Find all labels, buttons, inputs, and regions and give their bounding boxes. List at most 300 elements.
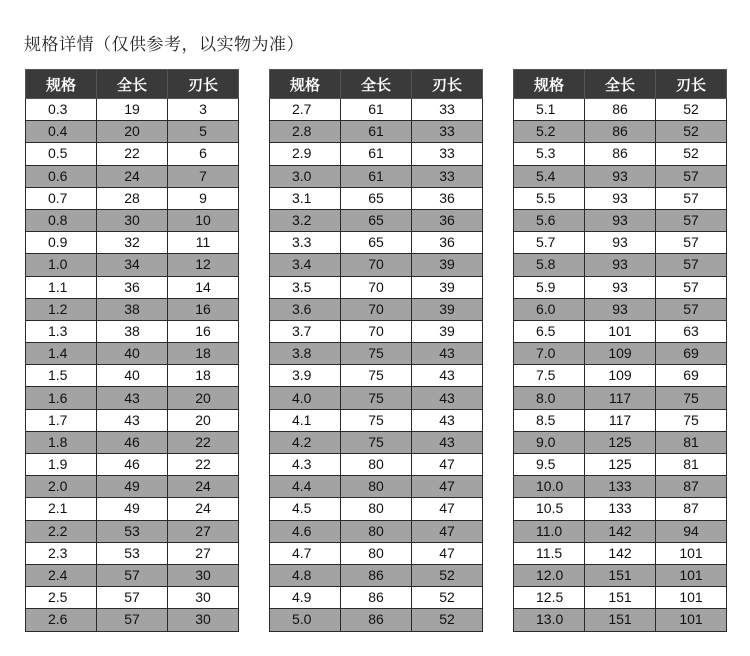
cell-total-length: 117 xyxy=(585,409,656,431)
cell-total-length: 61 xyxy=(341,121,412,143)
cell-spec: 3.0 xyxy=(270,165,341,187)
cell-blade-length: 57 xyxy=(656,187,727,209)
cell-total-length: 32 xyxy=(97,232,168,254)
cell-spec: 2.3 xyxy=(26,542,97,564)
cell-total-length: 28 xyxy=(97,187,168,209)
cell-spec: 5.1 xyxy=(514,99,585,121)
cell-blade-length: 33 xyxy=(412,121,483,143)
cell-spec: 8.0 xyxy=(514,387,585,409)
table-row xyxy=(26,209,239,231)
table-row xyxy=(514,520,727,542)
cell-blade-length: 47 xyxy=(412,498,483,520)
cell-blade-length: 43 xyxy=(412,409,483,431)
table-row xyxy=(26,254,239,276)
cell-total-length: 19 xyxy=(97,99,168,121)
cell-spec: 4.8 xyxy=(270,564,341,586)
cell-spec: 3.3 xyxy=(270,232,341,254)
cell-blade-length: 57 xyxy=(656,165,727,187)
table-row xyxy=(514,320,727,342)
cell-blade-length: 43 xyxy=(412,387,483,409)
cell-spec: 0.4 xyxy=(26,121,97,143)
cell-spec: 5.2 xyxy=(514,121,585,143)
table-row xyxy=(270,542,483,564)
cell-total-length: 93 xyxy=(585,254,656,276)
cell-total-length: 80 xyxy=(341,498,412,520)
cell-blade-length: 33 xyxy=(412,165,483,187)
table-row xyxy=(514,365,727,387)
cell-blade-length: 33 xyxy=(412,99,483,121)
cell-blade-length: 101 xyxy=(656,564,727,586)
cell-blade-length: 18 xyxy=(168,343,239,365)
cell-total-length: 93 xyxy=(585,187,656,209)
table-row xyxy=(26,99,239,121)
table-row xyxy=(26,187,239,209)
cell-blade-length: 52 xyxy=(656,143,727,165)
cell-spec: 4.6 xyxy=(270,520,341,542)
cell-total-length: 133 xyxy=(585,498,656,520)
cell-spec: 10.0 xyxy=(514,476,585,498)
cell-blade-length: 9 xyxy=(168,187,239,209)
table-row xyxy=(26,476,239,498)
table-row xyxy=(514,254,727,276)
cell-spec: 0.9 xyxy=(26,232,97,254)
table-row xyxy=(26,564,239,586)
table-row xyxy=(26,298,239,320)
cell-total-length: 65 xyxy=(341,209,412,231)
table-row xyxy=(270,343,483,365)
cell-blade-length: 57 xyxy=(656,232,727,254)
cell-total-length: 38 xyxy=(97,298,168,320)
cell-spec: 11.0 xyxy=(514,520,585,542)
cell-spec: 3.1 xyxy=(270,187,341,209)
table-row xyxy=(514,454,727,476)
cell-spec: 0.5 xyxy=(26,143,97,165)
table-row xyxy=(270,276,483,298)
cell-spec: 5.8 xyxy=(514,254,585,276)
table-row xyxy=(270,498,483,520)
cell-spec: 1.1 xyxy=(26,276,97,298)
cell-spec: 12.5 xyxy=(514,587,585,609)
cell-total-length: 36 xyxy=(97,276,168,298)
table-row xyxy=(26,276,239,298)
cell-spec: 4.7 xyxy=(270,542,341,564)
table-row xyxy=(270,387,483,409)
table-row xyxy=(514,476,727,498)
cell-total-length: 70 xyxy=(341,298,412,320)
cell-total-length: 86 xyxy=(341,587,412,609)
cell-blade-length: 47 xyxy=(412,520,483,542)
cell-blade-length: 24 xyxy=(168,498,239,520)
cell-spec: 1.2 xyxy=(26,298,97,320)
table-row xyxy=(270,254,483,276)
cell-spec: 5.9 xyxy=(514,276,585,298)
cell-blade-length: 14 xyxy=(168,276,239,298)
table-row xyxy=(26,454,239,476)
cell-spec: 3.7 xyxy=(270,320,341,342)
table-header-row xyxy=(26,70,239,99)
cell-spec: 6.5 xyxy=(514,320,585,342)
cell-total-length: 125 xyxy=(585,454,656,476)
cell-spec: 1.6 xyxy=(26,387,97,409)
table-row xyxy=(514,232,727,254)
table-row xyxy=(514,121,727,143)
cell-blade-length: 52 xyxy=(656,121,727,143)
cell-total-length: 57 xyxy=(97,587,168,609)
cell-total-length: 86 xyxy=(585,143,656,165)
cell-blade-length: 36 xyxy=(412,187,483,209)
table-row xyxy=(514,143,727,165)
header-total-length: 全长 xyxy=(341,70,412,99)
cell-spec: 3.4 xyxy=(270,254,341,276)
table-row xyxy=(26,609,239,631)
header-spec: 规格 xyxy=(26,70,97,99)
table-row xyxy=(270,209,483,231)
header-total-length: 全长 xyxy=(97,70,168,99)
table-row xyxy=(270,187,483,209)
cell-spec: 1.3 xyxy=(26,320,97,342)
cell-total-length: 49 xyxy=(97,498,168,520)
cell-blade-length: 69 xyxy=(656,365,727,387)
table-row xyxy=(270,431,483,453)
cell-blade-length: 43 xyxy=(412,343,483,365)
cell-spec: 5.5 xyxy=(514,187,585,209)
table-row xyxy=(270,298,483,320)
cell-spec: 5.7 xyxy=(514,232,585,254)
table-row xyxy=(26,365,239,387)
cell-total-length: 133 xyxy=(585,476,656,498)
table-row xyxy=(514,165,727,187)
cell-total-length: 30 xyxy=(97,209,168,231)
cell-spec: 3.8 xyxy=(270,343,341,365)
cell-spec: 5.3 xyxy=(514,143,585,165)
table-row xyxy=(26,409,239,431)
cell-blade-length: 5 xyxy=(168,121,239,143)
cell-spec: 5.6 xyxy=(514,209,585,231)
cell-total-length: 86 xyxy=(585,121,656,143)
table-row xyxy=(270,320,483,342)
cell-blade-length: 36 xyxy=(412,209,483,231)
cell-spec: 4.5 xyxy=(270,498,341,520)
cell-spec: 3.2 xyxy=(270,209,341,231)
table-row xyxy=(270,454,483,476)
cell-total-length: 53 xyxy=(97,520,168,542)
cell-total-length: 61 xyxy=(341,143,412,165)
cell-blade-length: 39 xyxy=(412,276,483,298)
cell-blade-length: 101 xyxy=(656,587,727,609)
cell-blade-length: 11 xyxy=(168,232,239,254)
cell-total-length: 142 xyxy=(585,520,656,542)
cell-total-length: 65 xyxy=(341,232,412,254)
cell-spec: 1.0 xyxy=(26,254,97,276)
cell-blade-length: 27 xyxy=(168,520,239,542)
header-spec: 规格 xyxy=(270,70,341,99)
header-total-length: 全长 xyxy=(585,70,656,99)
cell-blade-length: 94 xyxy=(656,520,727,542)
cell-total-length: 75 xyxy=(341,365,412,387)
cell-total-length: 151 xyxy=(585,564,656,586)
cell-total-length: 61 xyxy=(341,165,412,187)
cell-total-length: 117 xyxy=(585,387,656,409)
table-row xyxy=(514,343,727,365)
table-row xyxy=(270,232,483,254)
cell-blade-length: 22 xyxy=(168,454,239,476)
cell-total-length: 43 xyxy=(97,409,168,431)
table-row xyxy=(270,99,483,121)
cell-spec: 10.5 xyxy=(514,498,585,520)
cell-spec: 0.6 xyxy=(26,165,97,187)
cell-total-length: 61 xyxy=(341,99,412,121)
table-row xyxy=(514,498,727,520)
cell-spec: 13.0 xyxy=(514,609,585,631)
header-blade-length: 刃长 xyxy=(168,70,239,99)
cell-total-length: 142 xyxy=(585,542,656,564)
cell-total-length: 86 xyxy=(341,609,412,631)
cell-spec: 4.4 xyxy=(270,476,341,498)
table-row xyxy=(514,564,727,586)
cell-blade-length: 57 xyxy=(656,254,727,276)
header-blade-length: 刃长 xyxy=(412,70,483,99)
table-row xyxy=(514,387,727,409)
cell-total-length: 22 xyxy=(97,143,168,165)
cell-total-length: 38 xyxy=(97,320,168,342)
cell-total-length: 75 xyxy=(341,387,412,409)
table-row xyxy=(26,520,239,542)
cell-total-length: 34 xyxy=(97,254,168,276)
cell-blade-length: 22 xyxy=(168,431,239,453)
cell-total-length: 70 xyxy=(341,320,412,342)
table-row xyxy=(270,409,483,431)
cell-total-length: 80 xyxy=(341,520,412,542)
cell-total-length: 46 xyxy=(97,454,168,476)
table-row xyxy=(26,542,239,564)
cell-blade-length: 101 xyxy=(656,542,727,564)
cell-spec: 5.4 xyxy=(514,165,585,187)
cell-spec: 4.1 xyxy=(270,409,341,431)
cell-total-length: 80 xyxy=(341,542,412,564)
cell-blade-length: 57 xyxy=(656,298,727,320)
cell-total-length: 40 xyxy=(97,365,168,387)
cell-total-length: 75 xyxy=(341,409,412,431)
cell-spec: 2.7 xyxy=(270,99,341,121)
cell-blade-length: 47 xyxy=(412,454,483,476)
spec-table-1 xyxy=(25,69,239,632)
cell-total-length: 70 xyxy=(341,254,412,276)
table-row xyxy=(26,587,239,609)
cell-total-length: 125 xyxy=(585,431,656,453)
cell-blade-length: 101 xyxy=(656,609,727,631)
cell-total-length: 109 xyxy=(585,343,656,365)
table-row xyxy=(26,165,239,187)
cell-total-length: 86 xyxy=(585,99,656,121)
cell-blade-length: 57 xyxy=(656,209,727,231)
header-blade-length: 刃长 xyxy=(656,70,727,99)
table-row xyxy=(514,609,727,631)
cell-blade-length: 52 xyxy=(656,99,727,121)
cell-blade-length: 75 xyxy=(656,387,727,409)
cell-total-length: 43 xyxy=(97,387,168,409)
cell-total-length: 46 xyxy=(97,431,168,453)
cell-total-length: 53 xyxy=(97,542,168,564)
cell-blade-length: 24 xyxy=(168,476,239,498)
table-row xyxy=(514,99,727,121)
cell-total-length: 20 xyxy=(97,121,168,143)
cell-total-length: 75 xyxy=(341,431,412,453)
cell-blade-length: 52 xyxy=(412,587,483,609)
cell-total-length: 93 xyxy=(585,276,656,298)
cell-spec: 0.7 xyxy=(26,187,97,209)
cell-total-length: 93 xyxy=(585,298,656,320)
cell-blade-length: 87 xyxy=(656,476,727,498)
table-row xyxy=(514,209,727,231)
cell-blade-length: 6 xyxy=(168,143,239,165)
cell-blade-length: 27 xyxy=(168,542,239,564)
cell-blade-length: 75 xyxy=(656,409,727,431)
cell-blade-length: 7 xyxy=(168,165,239,187)
cell-blade-length: 87 xyxy=(656,498,727,520)
table-row xyxy=(26,320,239,342)
cell-blade-length: 47 xyxy=(412,542,483,564)
cell-blade-length: 20 xyxy=(168,387,239,409)
cell-blade-length: 18 xyxy=(168,365,239,387)
cell-total-length: 101 xyxy=(585,320,656,342)
cell-spec: 7.0 xyxy=(514,343,585,365)
cell-blade-length: 52 xyxy=(412,609,483,631)
table-row xyxy=(514,587,727,609)
cell-spec: 2.8 xyxy=(270,121,341,143)
cell-total-length: 24 xyxy=(97,165,168,187)
cell-blade-length: 47 xyxy=(412,476,483,498)
table-row xyxy=(270,564,483,586)
cell-total-length: 93 xyxy=(585,165,656,187)
cell-blade-length: 52 xyxy=(412,564,483,586)
cell-spec: 7.5 xyxy=(514,365,585,387)
cell-spec: 3.5 xyxy=(270,276,341,298)
cell-blade-length: 36 xyxy=(412,232,483,254)
cell-total-length: 93 xyxy=(585,232,656,254)
cell-blade-length: 30 xyxy=(168,609,239,631)
cell-spec: 9.0 xyxy=(514,431,585,453)
cell-blade-length: 10 xyxy=(168,209,239,231)
header-spec: 规格 xyxy=(514,70,585,99)
table-row xyxy=(270,165,483,187)
cell-total-length: 65 xyxy=(341,187,412,209)
cell-blade-length: 57 xyxy=(656,276,727,298)
cell-blade-length: 33 xyxy=(412,143,483,165)
cell-total-length: 57 xyxy=(97,564,168,586)
table-row xyxy=(26,431,239,453)
cell-blade-length: 30 xyxy=(168,564,239,586)
cell-total-length: 80 xyxy=(341,476,412,498)
cell-spec: 1.5 xyxy=(26,365,97,387)
cell-spec: 4.9 xyxy=(270,587,341,609)
cell-total-length: 151 xyxy=(585,587,656,609)
cell-blade-length: 16 xyxy=(168,298,239,320)
cell-spec: 0.3 xyxy=(26,99,97,121)
cell-total-length: 86 xyxy=(341,564,412,586)
cell-spec: 2.9 xyxy=(270,143,341,165)
cell-spec: 2.1 xyxy=(26,498,97,520)
cell-blade-length: 3 xyxy=(168,99,239,121)
cell-blade-length: 39 xyxy=(412,320,483,342)
cell-blade-length: 81 xyxy=(656,431,727,453)
table-row xyxy=(514,409,727,431)
cell-spec: 1.7 xyxy=(26,409,97,431)
cell-total-length: 40 xyxy=(97,343,168,365)
cell-spec: 3.9 xyxy=(270,365,341,387)
page-title: 规格详情（仅供参考，以实物为准） xyxy=(24,35,304,55)
table-row xyxy=(270,365,483,387)
cell-blade-length: 43 xyxy=(412,431,483,453)
table-row xyxy=(514,298,727,320)
cell-total-length: 80 xyxy=(341,454,412,476)
cell-spec: 2.5 xyxy=(26,587,97,609)
table-row xyxy=(270,121,483,143)
table-row xyxy=(514,431,727,453)
table-row xyxy=(26,232,239,254)
cell-total-length: 75 xyxy=(341,343,412,365)
cell-blade-length: 43 xyxy=(412,365,483,387)
table-row xyxy=(514,187,727,209)
cell-blade-length: 20 xyxy=(168,409,239,431)
table-row xyxy=(514,276,727,298)
cell-spec: 4.2 xyxy=(270,431,341,453)
cell-blade-length: 30 xyxy=(168,587,239,609)
table-row xyxy=(514,542,727,564)
cell-spec: 12.0 xyxy=(514,564,585,586)
table-row xyxy=(270,587,483,609)
cell-spec: 0.8 xyxy=(26,209,97,231)
table-row xyxy=(270,476,483,498)
spec-table-2 xyxy=(269,69,483,632)
cell-spec: 3.6 xyxy=(270,298,341,320)
cell-total-length: 93 xyxy=(585,209,656,231)
spec-table-3 xyxy=(513,69,727,632)
cell-total-length: 109 xyxy=(585,365,656,387)
cell-blade-length: 63 xyxy=(656,320,727,342)
cell-total-length: 49 xyxy=(97,476,168,498)
cell-blade-length: 69 xyxy=(656,343,727,365)
cell-blade-length: 39 xyxy=(412,254,483,276)
cell-blade-length: 12 xyxy=(168,254,239,276)
cell-spec: 1.8 xyxy=(26,431,97,453)
table-row xyxy=(270,143,483,165)
cell-spec: 5.0 xyxy=(270,609,341,631)
cell-total-length: 57 xyxy=(97,609,168,631)
cell-spec: 4.3 xyxy=(270,454,341,476)
cell-spec: 2.0 xyxy=(26,476,97,498)
cell-spec: 6.0 xyxy=(514,298,585,320)
table-row xyxy=(26,121,239,143)
cell-spec: 2.2 xyxy=(26,520,97,542)
cell-spec: 8.5 xyxy=(514,409,585,431)
cell-spec: 1.4 xyxy=(26,343,97,365)
cell-spec: 1.9 xyxy=(26,454,97,476)
cell-spec: 11.5 xyxy=(514,542,585,564)
cell-blade-length: 81 xyxy=(656,454,727,476)
cell-total-length: 70 xyxy=(341,276,412,298)
table-header-row xyxy=(270,70,483,99)
table-row xyxy=(26,387,239,409)
cell-blade-length: 39 xyxy=(412,298,483,320)
table-row xyxy=(26,498,239,520)
cell-total-length: 151 xyxy=(585,609,656,631)
cell-blade-length: 16 xyxy=(168,320,239,342)
table-row xyxy=(270,520,483,542)
table-header-row xyxy=(514,70,727,99)
cell-spec: 9.5 xyxy=(514,454,585,476)
cell-spec: 4.0 xyxy=(270,387,341,409)
table-row xyxy=(26,343,239,365)
